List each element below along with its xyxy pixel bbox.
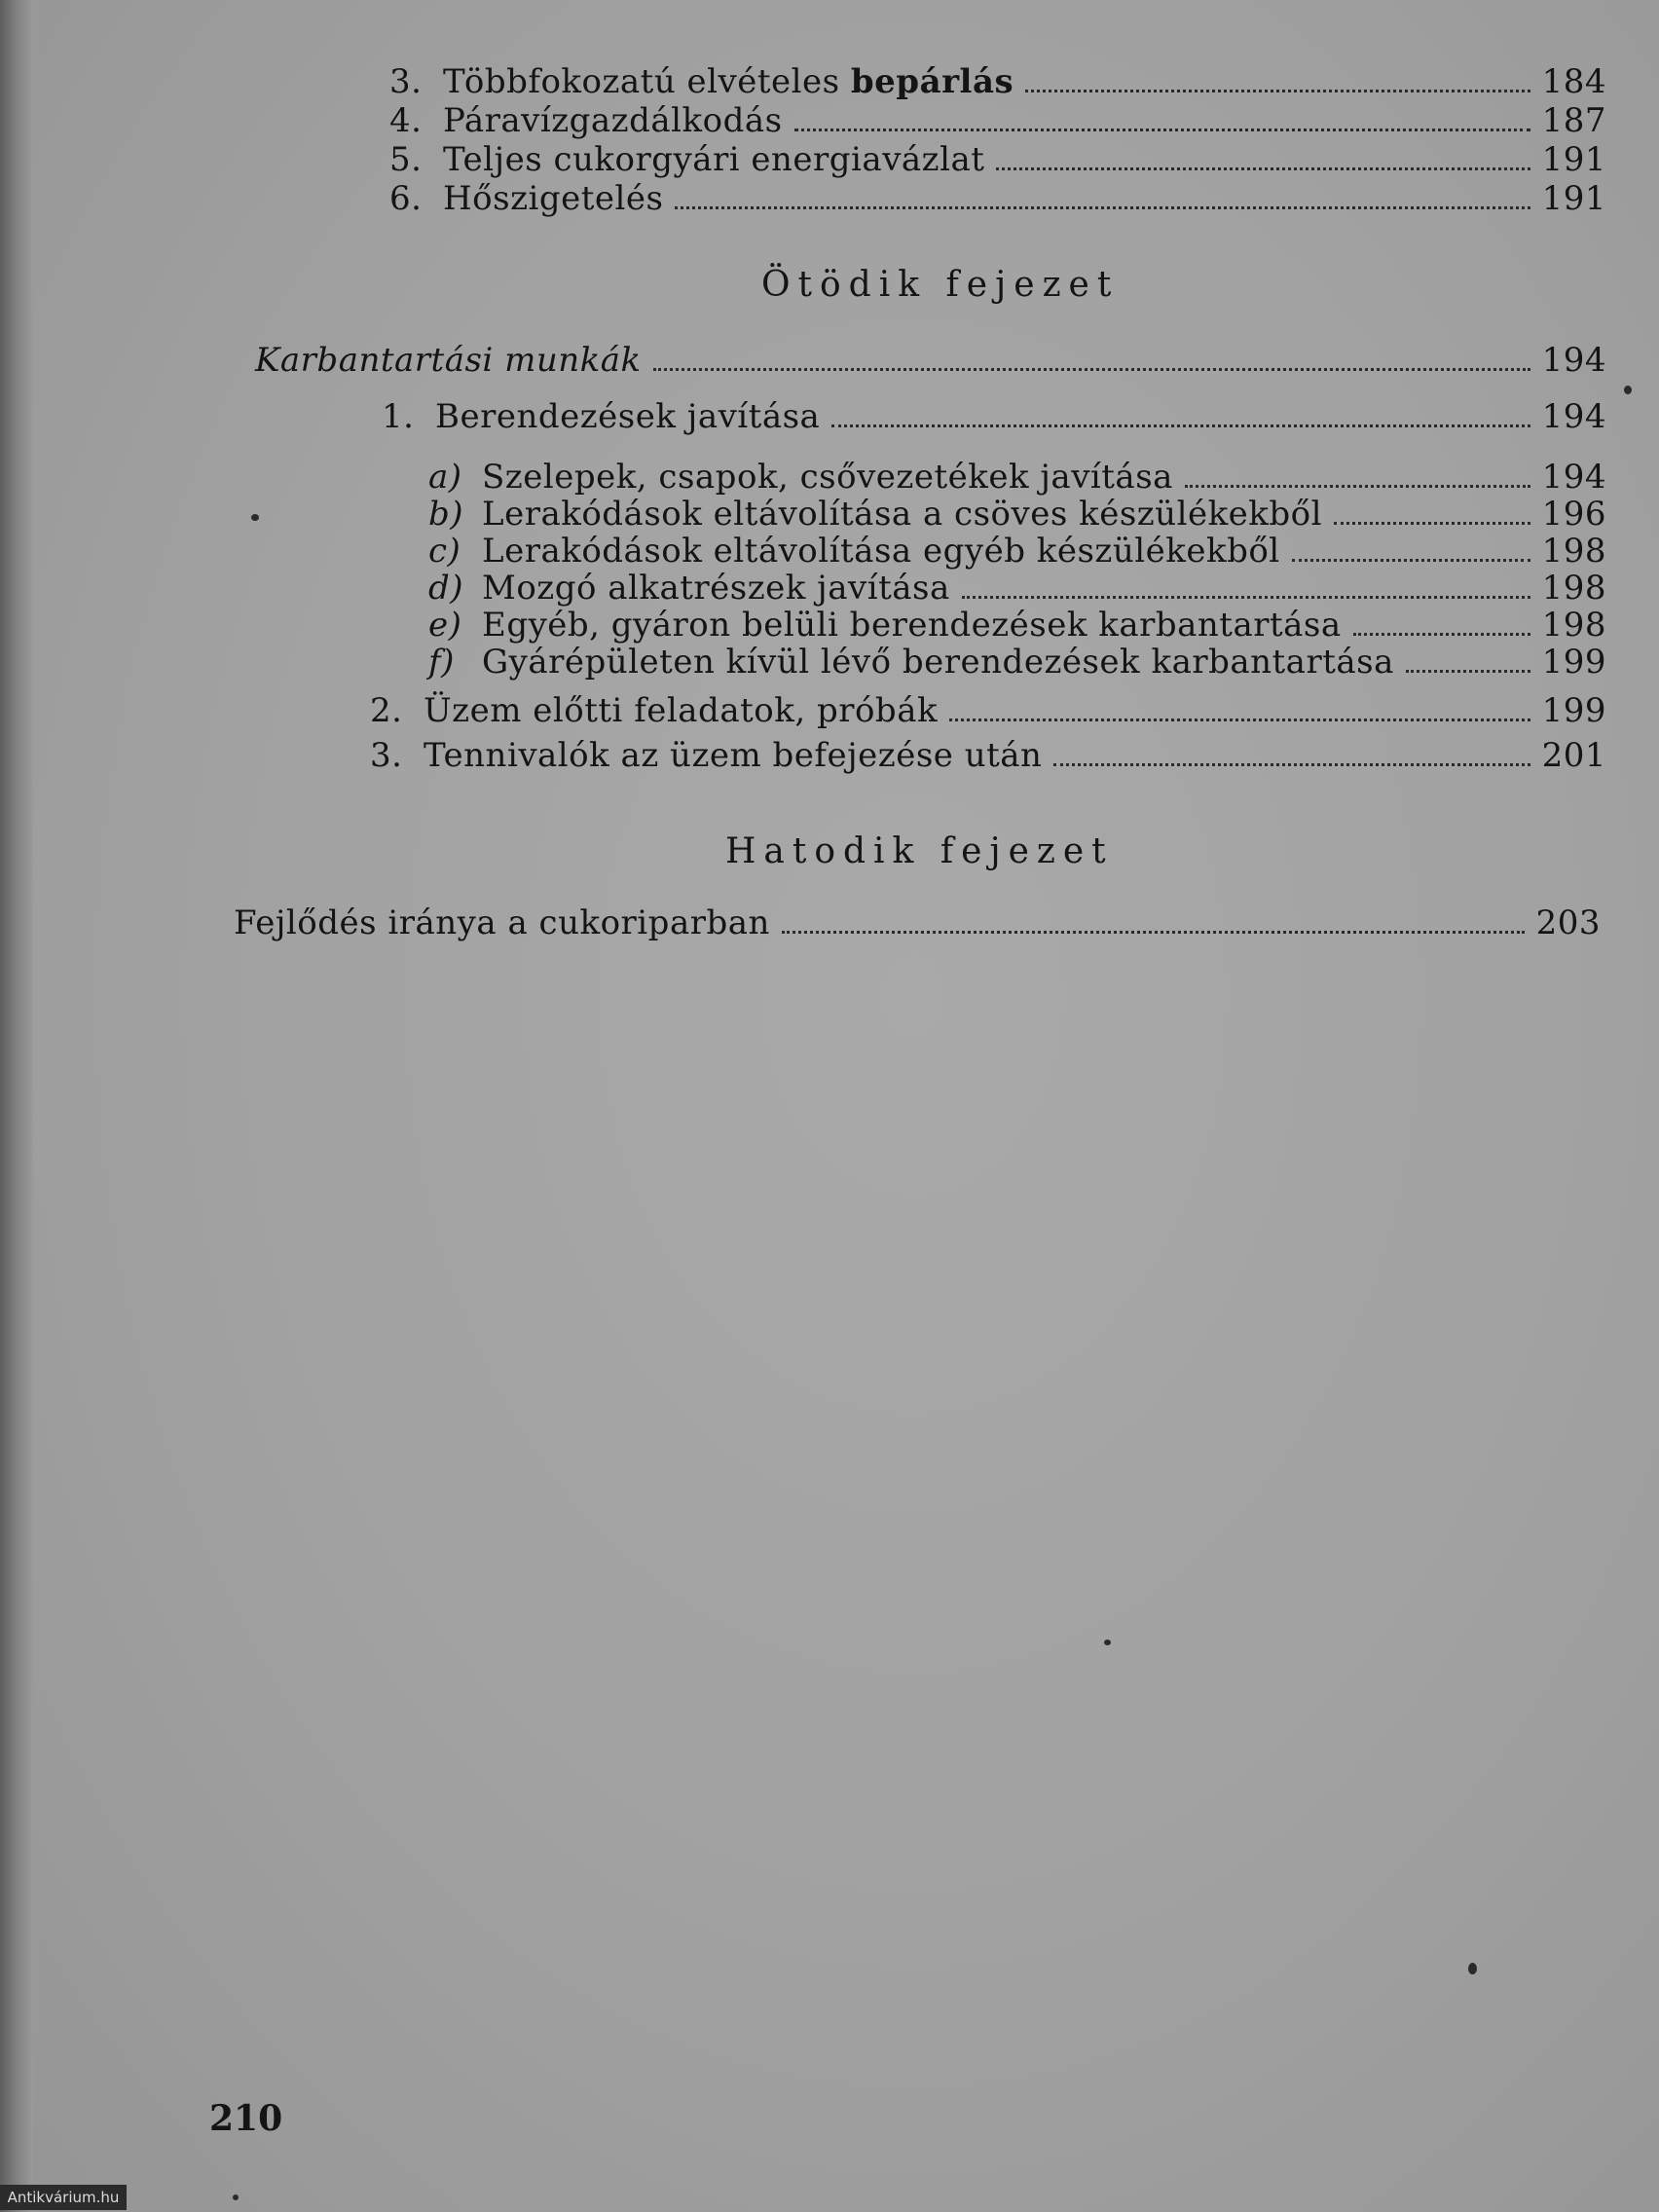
toc-page-number: 199 [1541, 691, 1606, 730]
dot-leader [996, 167, 1530, 170]
toc-letter: e) [428, 606, 462, 645]
dot-leader [1185, 485, 1530, 488]
page-folio: 210 [209, 2098, 283, 2139]
paper-speck [233, 2194, 239, 2200]
toc-entry [370, 736, 1606, 775]
toc-subentry [428, 643, 1606, 682]
toc-section-title: Karbantartási munkák [255, 341, 642, 380]
dot-leader [782, 931, 1525, 934]
toc-number: 5. [389, 140, 423, 179]
toc-entry [382, 397, 1606, 436]
toc-page-number: 191 [1541, 140, 1606, 179]
toc-title: Mozgó alkatrészek javítása [482, 569, 950, 608]
toc-subentry [428, 458, 1606, 497]
paper-speck [1468, 1963, 1477, 1974]
toc-page-number: 198 [1541, 606, 1606, 645]
toc-title: Lerakódások eltávolítása a csöves készülékekből [482, 495, 1323, 534]
toc-subentry [428, 606, 1606, 645]
toc-subentry [428, 569, 1606, 608]
chapter-heading: Ötödik fejezet [761, 265, 1120, 305]
toc-number: 3. [389, 62, 423, 101]
dot-leader [1353, 633, 1530, 636]
toc-letter: a) [428, 458, 462, 497]
toc-page-number: 198 [1541, 532, 1606, 571]
chapter-heading: Hatodik fejezet [725, 831, 1114, 871]
toc-entry [389, 179, 1606, 218]
dot-leader [949, 719, 1530, 721]
toc-title: Lerakódások eltávolítása egyéb készülékekből [482, 532, 1280, 571]
toc-title: Egyéb, gyáron belüli berendezések karbantartása [482, 606, 1342, 645]
toc-number: 1. [382, 397, 415, 436]
toc-title: Páravízgazdálkodás [443, 101, 783, 140]
toc-title: Teljes cukorgyári energiavázlat [443, 140, 985, 179]
dot-leader [794, 129, 1530, 131]
toc-entry [389, 101, 1606, 140]
toc-subentry [428, 495, 1606, 534]
paper-speck [1624, 386, 1632, 394]
toc-title: Berendezések javítása [435, 397, 821, 436]
toc-entry [389, 62, 1606, 101]
toc-page-number: 187 [1541, 101, 1606, 140]
toc-title: Üzem előtti feladatok, próbák [424, 691, 939, 730]
dot-leader [1334, 522, 1530, 525]
toc-page-number: 194 [1541, 341, 1606, 380]
paper-speck [1104, 1640, 1111, 1645]
toc-number: 6. [389, 179, 423, 218]
toc-title: Szelepek, csapok, csővezetékek javítása [482, 458, 1173, 497]
dot-leader [1292, 559, 1530, 562]
dot-leader [1406, 670, 1530, 673]
toc-subentry [428, 532, 1606, 571]
dot-leader [1025, 90, 1530, 92]
toc-letter: d) [428, 569, 464, 608]
toc-page-number: 191 [1541, 179, 1606, 218]
toc-page-number: 194 [1541, 397, 1606, 436]
toc-page-number: 196 [1541, 495, 1606, 534]
toc-section [234, 903, 1601, 942]
dot-leader [675, 206, 1530, 209]
toc-title: Többfokozatú elvételes bepárlás [443, 62, 1014, 101]
toc-number: 3. [370, 736, 403, 775]
toc-title: Tennivalók az üzem befejezése után [424, 736, 1043, 775]
toc-page-number: 203 [1535, 903, 1601, 942]
toc-page-number: 194 [1541, 458, 1606, 497]
dot-leader [831, 424, 1530, 427]
dot-leader [1053, 763, 1530, 766]
toc-entry [389, 140, 1606, 179]
toc-entry [370, 691, 1606, 730]
toc-letter: b) [428, 495, 464, 534]
toc-number: 4. [389, 101, 423, 140]
toc-page-number: 184 [1541, 62, 1606, 101]
book-spine-shadow [0, 0, 33, 2212]
toc-number: 2. [370, 691, 403, 730]
dot-leader [962, 596, 1530, 599]
toc-title: Hőszigetelés [443, 179, 664, 218]
toc-letter: f) [428, 643, 455, 682]
toc-title: Gyárépületen kívül lévő berendezések karbantartása [482, 643, 1394, 682]
toc-page-number: 199 [1541, 643, 1606, 682]
toc-page-number: 201 [1541, 736, 1606, 775]
toc-page-number: 198 [1541, 569, 1606, 608]
toc-letter: c) [428, 532, 461, 571]
dot-leader [653, 368, 1530, 371]
toc-section-title: Fejlődés iránya a cukoriparban [234, 903, 770, 942]
toc-section [255, 341, 1606, 380]
watermark-badge: Antikvárium.hu [0, 2185, 127, 2210]
paper-speck [251, 514, 259, 521]
